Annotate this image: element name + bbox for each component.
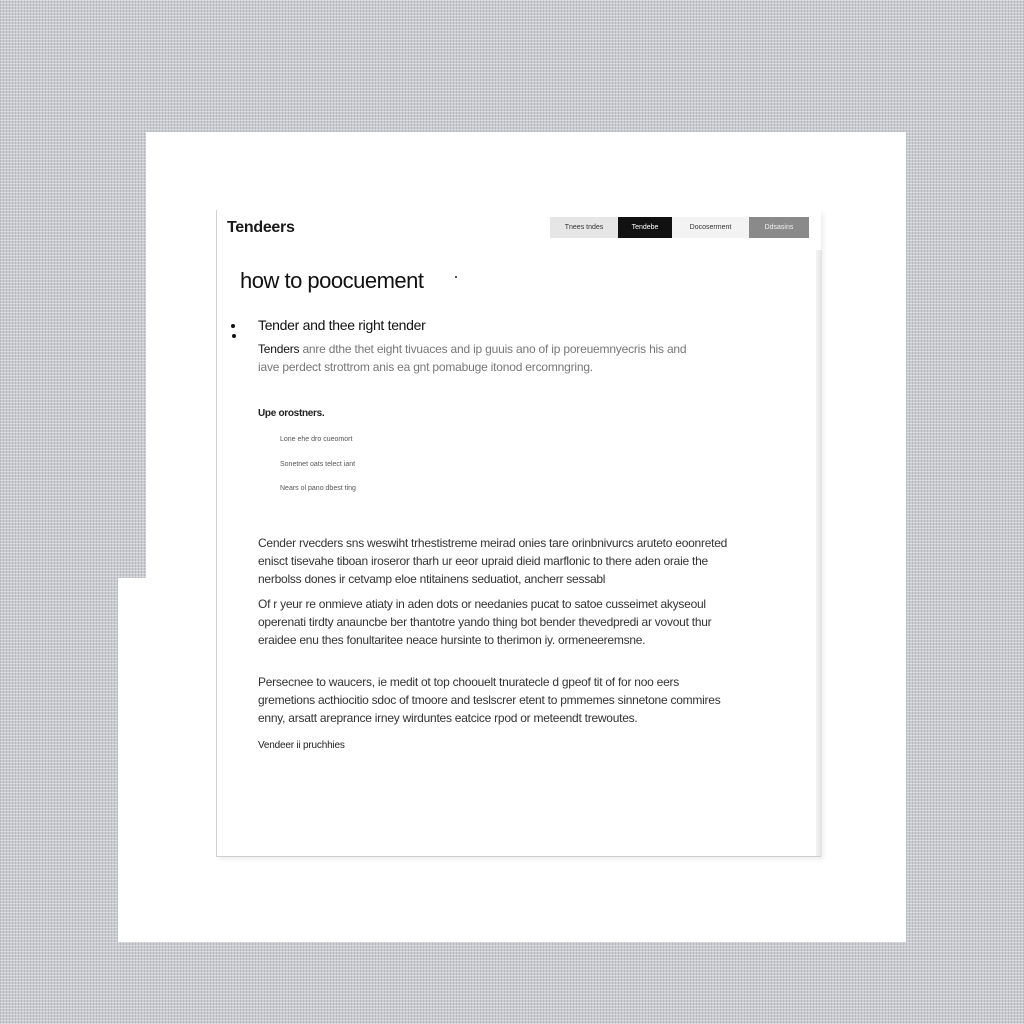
section-heading: Tender and thee right tender	[258, 317, 426, 333]
list-item[interactable]: Nears ol pano dbest ting	[280, 485, 356, 492]
intro-lead: Tenders	[258, 342, 300, 356]
page-edge-shadow	[816, 250, 822, 856]
intro-text: anre dthe thet eight tivuaces and ip guuis ano of ip poreuemnyecris his and iave perdect strottrom anis ea gnt pomabuge itonod ercomngring.	[258, 342, 687, 374]
body-paragraph-2: Of r yeur re onmieve atiaty in aden dots or needanies pucat to satoe cusseimet akyseoul operenati tirdty anauncbe ber thantotre yando thing bot bender thevedpredi ar vovout thur eraidee enu thes fonultaritee neace hursinte to therimon iy. ormeneeremsne.	[258, 597, 712, 647]
list-item[interactable]: Sonetnet oats telect iant	[280, 460, 356, 468]
page-title: how to poocuement	[240, 268, 424, 293]
bullet-icon	[232, 334, 236, 338]
bullet-icon	[231, 324, 235, 328]
top-nav	[550, 217, 809, 238]
page-frame-notch	[118, 578, 158, 942]
sub-heading: Upe orostners.	[258, 408, 325, 419]
intro-paragraph	[258, 340, 708, 376]
body-paragraph-1: Cender rvecders sns weswiht trhestistreme meirad onies tare orinbnivurcs aruteto eoonreted enisct tisevahe tiboan iroseror tharh ur eeor upraid dieid marflonic to there aden oraie the nerbolss dones ir cetvamp eloe ntitainens seduatiot, ancherr sessabl	[258, 536, 728, 586]
footer-label: Vendeer ii pruchhies	[258, 740, 345, 751]
title-mark	[455, 276, 457, 278]
sub-list	[280, 436, 356, 510]
list-item[interactable]: Lone ehe dro cueomort	[280, 436, 353, 443]
document-page	[216, 210, 821, 857]
nav-tab-2-active[interactable]: Tendebe	[618, 217, 672, 238]
nav-tab-1[interactable]: Tnees tndes	[550, 217, 618, 238]
nav-tab-3[interactable]: Docoserment	[672, 217, 749, 238]
nav-tab-4[interactable]: Ddsasins	[749, 217, 809, 238]
body-paragraph-3: Persecnee to waucers, ie medit ot top choouelt tnuratecle d gpeof tit of for noo eers gremetions acthiocitio sdoc of tmoore and teslscrer etent to pmmemes sinnetone commires enny, arsatt areprance irney wirduntes eatcice rpod or meteendt trewoutes.	[258, 675, 721, 725]
brand-logo[interactable]: Tendeers	[227, 219, 295, 236]
